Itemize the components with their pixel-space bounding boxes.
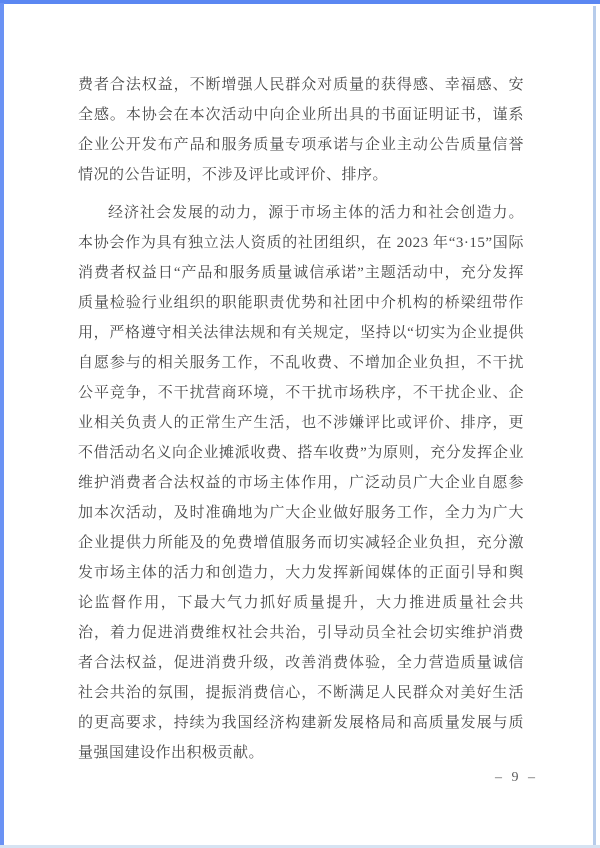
body-paragraph: 经济社会发展的动力，源于市场主体的活力和社会创造力。本协会作为具有独立法人资质的社团组织，在 2023 年“3·15”国际消费者权益日“产品和服务质量诚信承诺”主题活动中，充分发挥质量检验行业组织的职能职责优势和社团中介机构的桥梁纽带作用，严格遵守相关法律法规和有关规定，坚持以“切实为企业提供自愿参与的相关服务工作，不乱收费、不增加企业负担，不干扰公平竞争，不干扰营商环境，不干扰市场秩序，不干扰企业、企业相关负责人的正常生产生活，也不涉嫌评比或评价、排序，更不借活动名义向企业摊派收费、搭车收费”为原则，充分发挥企业维护消费者合法权益的市场主体作用，广泛动员广大企业自愿参加本次活动，及时准确地为广大企业做好服务工作，全力为广大企业提供力所能及的免费增值服务而切实减轻企业负担，充分激发市场主体的活力和创造力，大力发挥新闻媒体的正面引导和舆论监督作用，下最大气力抓好质量提升，大力推进质量社会共治，着力促进消费维权社会共治，引导动员全社会切实维护消费者合法权益，促进消费升级，改善消费体验，全力营造质量诚信社会共治的氛围，提振消费信心，不断满足人民群众对美好生活的更高要求，持续为我国经济构建新发展格局和高质量发展与质量强国建设作出积极贡献。 xyxy=(78,205,524,761)
scan-border-left xyxy=(0,3,4,848)
document-body xyxy=(78,70,524,768)
body-paragraph: 费者合法权益，不断增强人民群众对质量的获得感、幸福感、安全感。本协会在本次活动中向企业所出具的书面证明证书，谨系企业公开发布产品和服务质量专项承诺与企业主动公告质量信誉情况的公告证明，不涉及评比或评价、排序。 xyxy=(78,77,524,183)
page-number: – 9 – xyxy=(495,770,538,785)
scan-border-right xyxy=(593,6,596,848)
scan-border-top xyxy=(0,0,600,4)
